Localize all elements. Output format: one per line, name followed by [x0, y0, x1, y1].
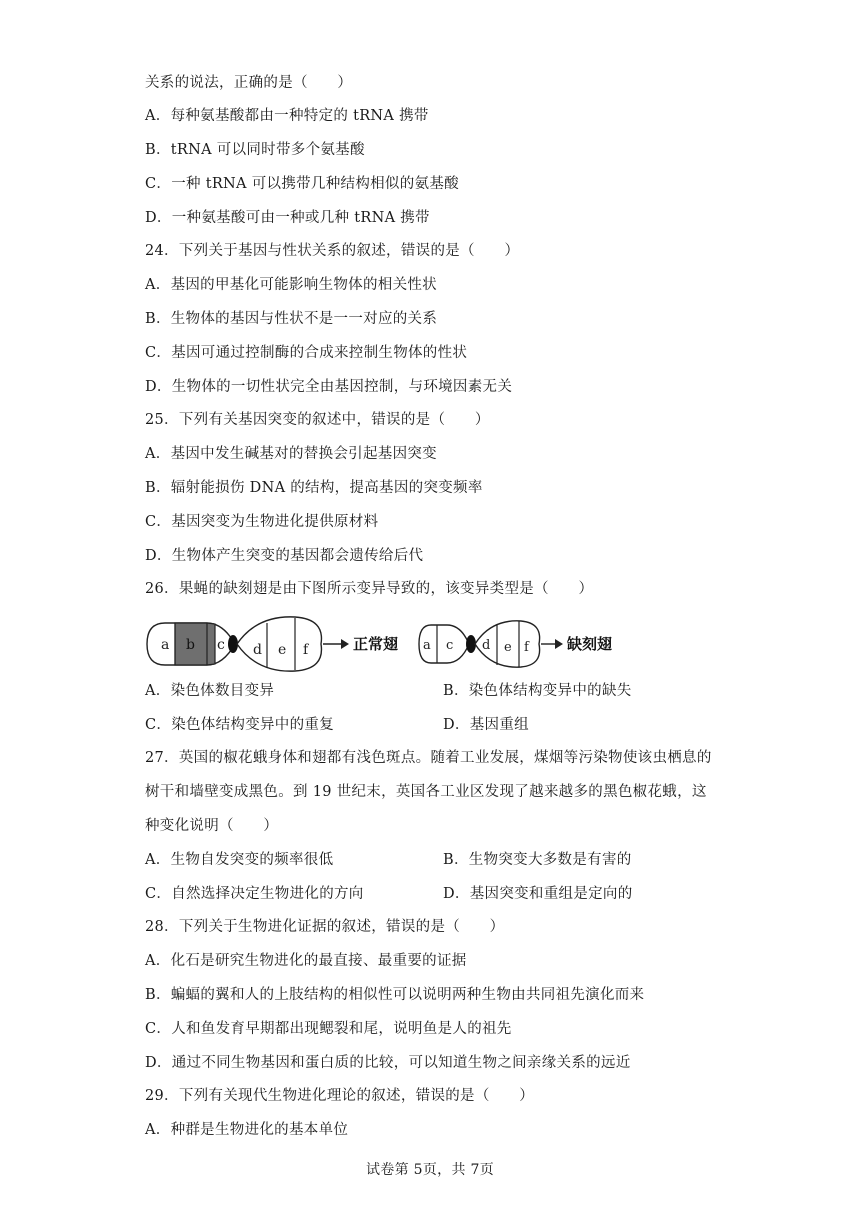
q27-stem-line3: 种变化说明（ ）	[145, 818, 279, 834]
normal-gene-e: e	[278, 642, 287, 658]
q28-option-d: D．通过不同生物基因和蛋白质的比较，可以知道生物之间亲缘关系的远近	[145, 1055, 631, 1071]
q24-option-a: A．基因的甲基化可能影响生物体的相关性状	[145, 277, 437, 293]
q24-option-d: D．生物体的一切性状完全由基因控制，与环境因素无关	[145, 379, 513, 395]
q27-option-b: B．生物突变大多数是有害的	[443, 852, 632, 868]
normal-chromosome	[147, 617, 398, 671]
q23-option-b: B．tRNA 可以同时带多个氨基酸	[145, 142, 365, 158]
q24-option-c: C．基因可通过控制酶的合成来控制生物体的性状	[145, 345, 468, 361]
chromosome-figure	[145, 613, 625, 673]
q27-stem-line2: 树干和墙壁变成黑色。到 19 世纪末，英国各工业区发现了越来越多的黑色椒花蛾，这	[145, 784, 707, 800]
q28-option-b: B．蝙蝠的翼和人的上肢结构的相似性可以说明两种生物由共同祖先演化而来	[145, 987, 645, 1003]
q29-option-a: A．种群是生物进化的基本单位	[145, 1122, 349, 1138]
q27-option-a: A．生物自发突变的频率很低	[145, 852, 334, 868]
mutant-chromosome	[419, 621, 612, 667]
q24-option-b: B．生物体的基因与性状不是一一对应的关系	[145, 311, 438, 327]
page-footer: 试卷第 5页，共 7页	[365, 1162, 494, 1178]
q23-option-a: A．每种氨基酸都由一种特定的 tRNA 携带	[145, 108, 429, 124]
normal-gene-f: f	[303, 642, 309, 658]
normal-gene-d: d	[253, 642, 262, 658]
q26-option-b: B．染色体结构变异中的缺失	[443, 683, 632, 699]
q25-stem: 25．下列有关基因突变的叙述中，错误的是（ ）	[145, 412, 490, 428]
q28-option-a: A．化石是研究生物进化的最直接、最重要的证据	[145, 953, 467, 969]
q25-option-a: A．基因中发生碱基对的替换会引起基因突变	[145, 446, 437, 462]
q25-option-b: B．辐射能损伤 DNA 的结构，提高基因的突变频率	[145, 480, 483, 496]
q27-option-c: C．自然选择决定生物进化的方向	[145, 886, 364, 902]
q25-option-c: C．基因突变为生物进化提供原材料	[145, 514, 379, 530]
q23-option-c: C．一种 tRNA 可以携带几种结构相似的氨基酸	[145, 176, 459, 192]
q25-option-d: D．生物体产生突变的基因都会遗传给后代	[145, 548, 424, 564]
mutant-wing-label: 缺刻翅	[567, 635, 613, 653]
mutant-gene-f: f	[524, 640, 529, 655]
q27-stem-line1: 27．英国的椒花蛾身体和翅都有浅色斑点。随着工业发展，煤烟等污染物使该虫栖息的	[145, 750, 712, 766]
q26-option-a: A．染色体数目变异	[145, 683, 275, 699]
q27-option-d: D．基因突变和重组是定向的	[443, 886, 633, 902]
q23-option-d: D．一种氨基酸可由一种或几种 tRNA 携带	[145, 210, 430, 226]
q26-stem: 26．果蝇的缺刻翅是由下图所示变异导致的，该变异类型是（ ）	[145, 581, 594, 597]
normal-wing-label: 正常翅	[353, 635, 399, 653]
q23-stem-tail: 关系的说法，正确的是（ ）	[145, 75, 353, 91]
q26-option-d: D．基因重组	[443, 717, 529, 733]
mutant-gene-e: e	[504, 640, 512, 655]
q26-option-c: C．染色体结构变异中的重复	[145, 717, 334, 733]
q28-stem: 28．下列关于生物进化证据的叙述，错误的是（ ）	[145, 919, 505, 935]
q29-stem: 29．下列有关现代生物进化理论的叙述，错误的是（ ）	[145, 1088, 535, 1104]
normal-gene-b: b	[186, 637, 195, 653]
normal-gene-c: c	[217, 637, 225, 653]
mutant-gene-d: d	[482, 638, 491, 653]
normal-gene-a: a	[161, 637, 170, 653]
mutant-gene-a: a	[423, 638, 431, 653]
q28-option-c: C．人和鱼发育早期都出现鳃裂和尾，说明鱼是人的祖先	[145, 1021, 512, 1037]
q24-stem: 24．下列关于基因与性状关系的叙述，错误的是（ ）	[145, 243, 520, 259]
mutant-gene-c: c	[446, 638, 454, 653]
